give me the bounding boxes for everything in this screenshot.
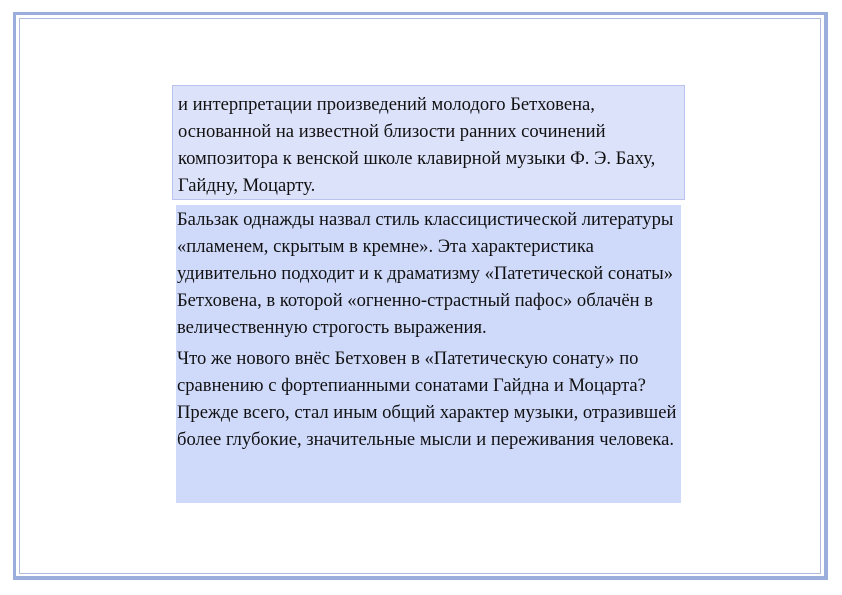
bottom-text-box [176,205,681,503]
paragraph-question: Что же нового внёс Бетховен в «Патетическую сонату» по сравнению с фортепианными сонатами Гайдна и Моцарта? Прежде всего, стал иным общий характер музыки, отразившей более глубокие, значительные мысли и переживания человека. [177,348,677,450]
paragraph-balzac: Бальзак однажды назвал стиль классицистической литературы «пламенем, скрытым в кремне». Эта характеристика удивительно подходит и к драматизму «Патетической сонаты» Бетховена, в которой «огненно-страстный пафос» облачён в величественную строгость выражения. [177,209,674,338]
top-text-box: и интерпретации произведений молодого Бетховена, основанной на известной близости ранних сочинений композитора к венской школе клавирной музыки Ф. Э. Баху, Гайдну, Моцарту. [172,85,685,200]
